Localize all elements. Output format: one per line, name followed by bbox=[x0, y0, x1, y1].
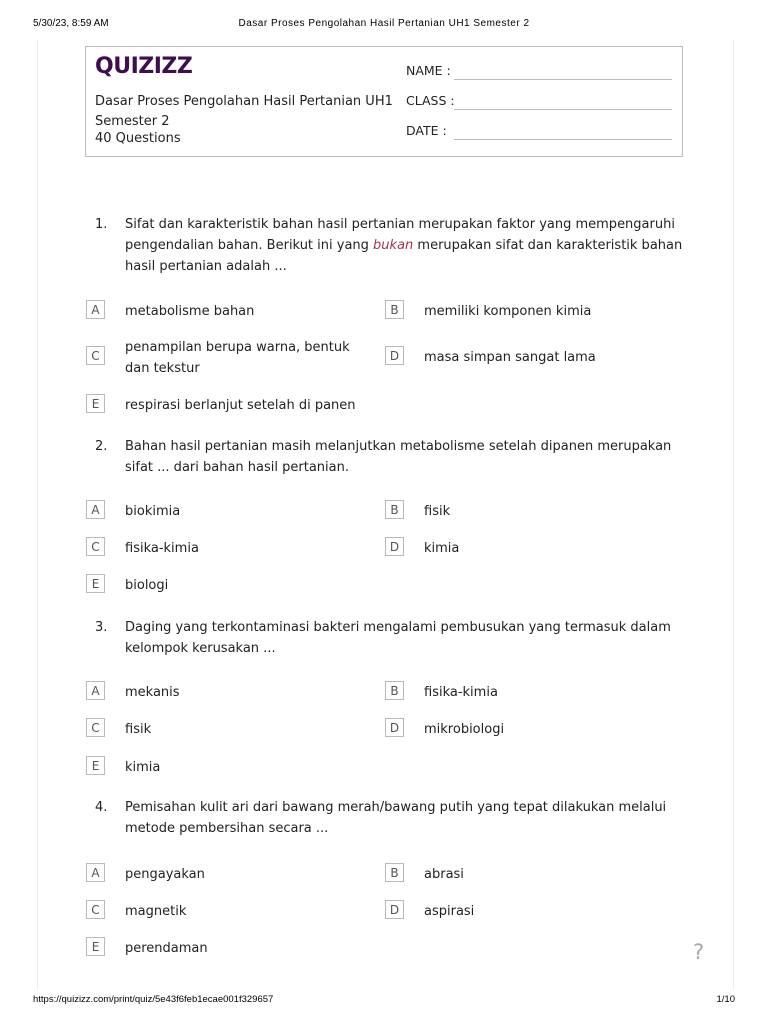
option-text: biokimia bbox=[125, 504, 181, 519]
name-field bbox=[406, 62, 676, 82]
option-letter: C bbox=[86, 537, 105, 556]
option-letter: A bbox=[86, 500, 105, 519]
question-number: 1. bbox=[95, 217, 108, 232]
option-text: pengayakan bbox=[125, 867, 205, 882]
question-number: 2. bbox=[95, 439, 108, 454]
question-emphasis: bukan bbox=[373, 238, 414, 253]
option-letter: B bbox=[385, 300, 404, 319]
option-text: penampilan berupa warna, bentuk dan tekstur bbox=[125, 340, 350, 376]
print-title: Dasar Proses Pengolahan Hasil Pertanian UH1 Semester 2 bbox=[238, 18, 530, 29]
question-text: Bahan hasil pertanian masih melanjutkan metabolisme setelah dipanen merupakan sifat ... dari bahan hasil pertanian. bbox=[125, 439, 672, 475]
option-text: fisika-kimia bbox=[424, 685, 498, 700]
option-text: aspirasi bbox=[424, 904, 475, 919]
print-footer bbox=[0, 994, 768, 1024]
option-letter: D bbox=[385, 346, 404, 365]
option-text: metabolisme bahan bbox=[125, 304, 255, 319]
option-text: fisik bbox=[424, 504, 451, 519]
quiz-info-box bbox=[85, 46, 683, 157]
print-header bbox=[0, 0, 768, 40]
option-letter: D bbox=[385, 537, 404, 556]
option-text: kimia bbox=[125, 760, 161, 775]
question-count: 40 Questions bbox=[95, 131, 181, 146]
option-text: abrasi bbox=[424, 867, 464, 882]
question-number: 4. bbox=[95, 800, 108, 815]
option-text: kimia bbox=[424, 541, 460, 556]
option-letter: B bbox=[385, 863, 404, 882]
question-text: Sifat dan karakteristik bahan hasil pertanian merupakan faktor yang mempengaruhi pengendalian bahan. Berikut ini yang bukan merupakan sifat dan karakteristik bahan hasil pertanian adalah ... bbox=[125, 217, 683, 274]
date-line bbox=[454, 139, 672, 140]
option-text: respirasi berlanjut setelah di panen bbox=[125, 398, 356, 413]
option-letter: A bbox=[86, 300, 105, 319]
quiz-title: Dasar Proses Pengolahan Hasil Pertanian UH1 Semester 2 bbox=[95, 94, 393, 129]
option-text: mekanis bbox=[125, 685, 180, 700]
option-letter: C bbox=[86, 346, 105, 365]
option-letter: A bbox=[86, 681, 105, 700]
option-text: fisik bbox=[125, 722, 152, 737]
name-line bbox=[454, 79, 672, 80]
option-letter: D bbox=[385, 900, 404, 919]
date-field bbox=[406, 122, 676, 142]
option-text: mikrobiologi bbox=[424, 722, 505, 737]
class-field bbox=[406, 92, 676, 112]
question-mark-icon[interactable]: ? bbox=[693, 940, 705, 964]
print-url: https://quizizz.com/print/quiz/5e43f6feb1ecae001f329657 bbox=[33, 994, 274, 1005]
question-number: 3. bbox=[95, 620, 108, 635]
print-datetime: 5/30/23, 8:59 AM bbox=[33, 18, 109, 29]
option-letter: E bbox=[86, 394, 105, 413]
option-text: masa simpan sangat lama bbox=[424, 350, 596, 365]
option-text: biologi bbox=[125, 578, 169, 593]
print-page-number: 1/10 bbox=[716, 994, 735, 1005]
class-label: CLASS : bbox=[406, 93, 455, 108]
option-text: memiliki komponen kimia bbox=[424, 304, 592, 319]
option-text: magnetik bbox=[125, 904, 187, 919]
name-label: NAME : bbox=[406, 63, 451, 78]
question-text: Daging yang terkontaminasi bakteri mengalami pembusukan yang termasuk dalam kelompok kerusakan ... bbox=[125, 620, 671, 656]
option-text: perendaman bbox=[125, 941, 208, 956]
option-letter: E bbox=[86, 756, 105, 775]
class-line bbox=[454, 109, 672, 110]
option-letter: E bbox=[86, 574, 105, 593]
option-letter: C bbox=[86, 900, 105, 919]
quizizz-logo: QUIZIZZ bbox=[95, 54, 193, 79]
option-text: fisika-kimia bbox=[125, 541, 199, 556]
option-letter: D bbox=[385, 718, 404, 737]
option-letter: B bbox=[385, 681, 404, 700]
option-letter: A bbox=[86, 863, 105, 882]
option-letter: E bbox=[86, 937, 105, 956]
option-letter: C bbox=[86, 718, 105, 737]
option-letter: B bbox=[385, 500, 404, 519]
question-text: Pemisahan kulit ari dari bawang merah/bawang putih yang tepat dilakukan melalui metode pembersihan secara ... bbox=[125, 800, 667, 836]
date-label: DATE : bbox=[406, 123, 447, 138]
